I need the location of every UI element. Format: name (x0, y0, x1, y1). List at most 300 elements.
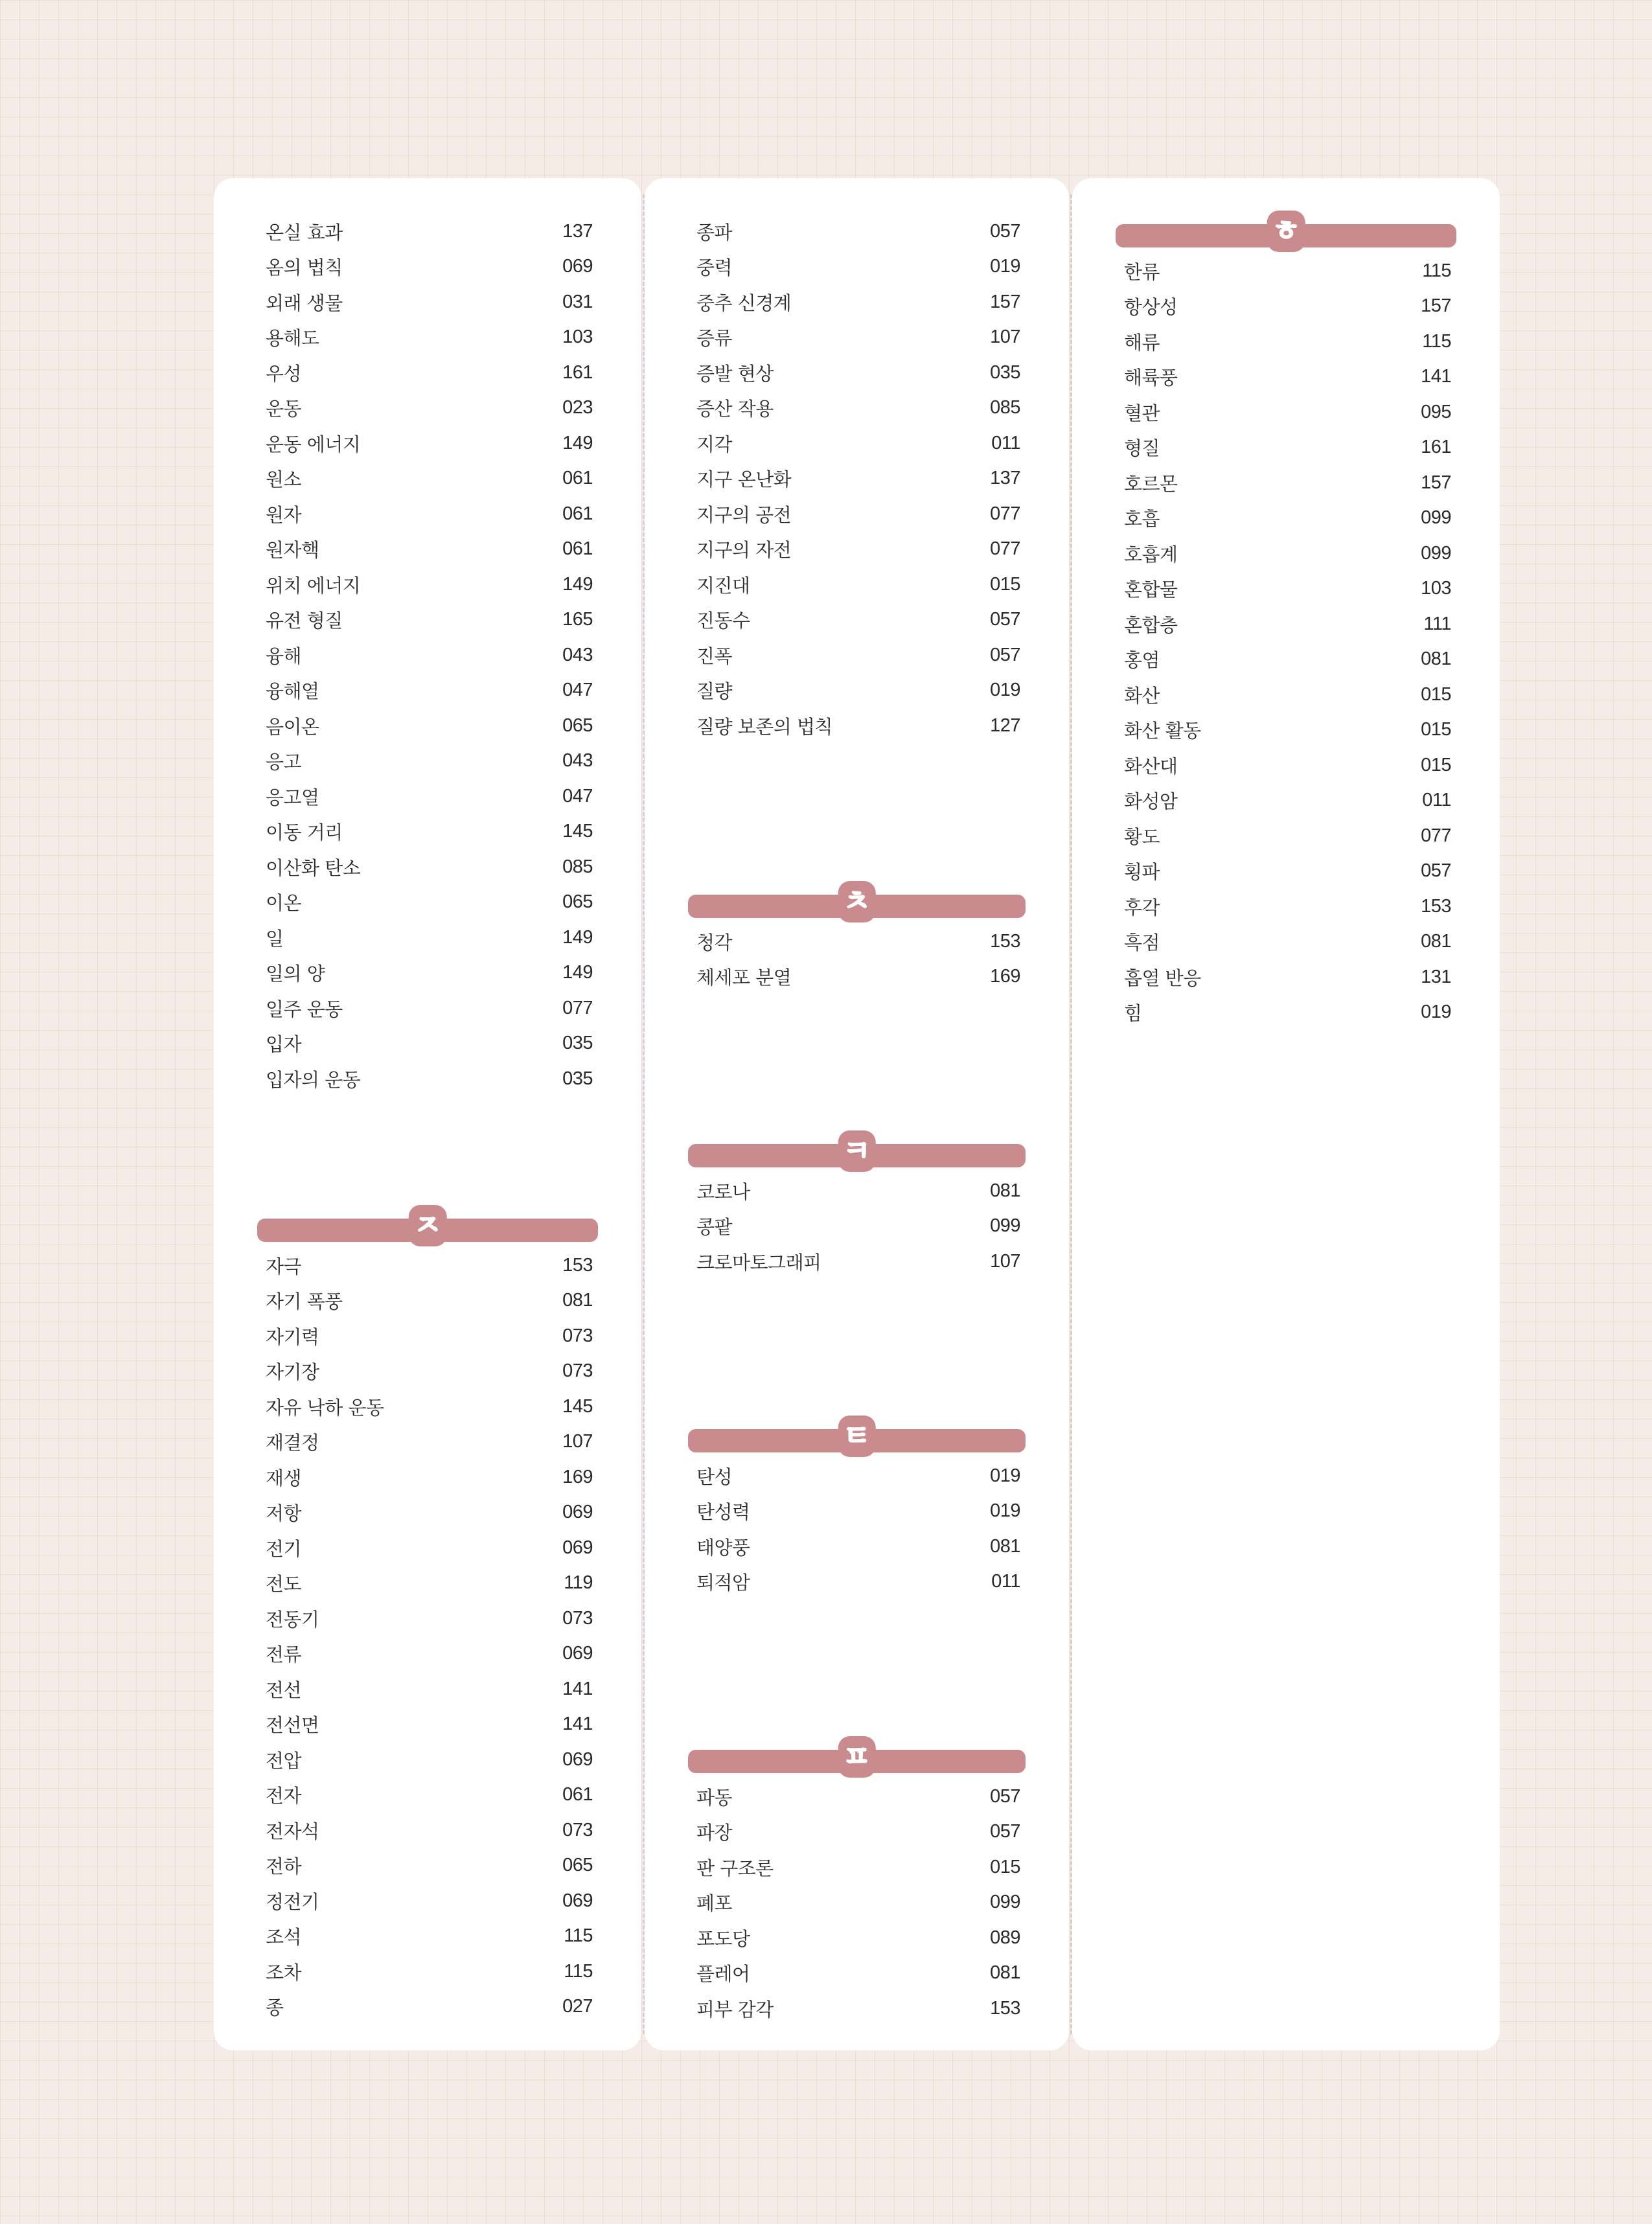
index-entry (683, 249, 1030, 285)
index-page-number: 057 (990, 609, 1020, 630)
index-page-number: 069 (562, 1748, 593, 1770)
index-entry (683, 1991, 1030, 2026)
index-term: 중추 신경계 (696, 292, 792, 314)
index-entry (253, 602, 602, 638)
index-entry (253, 426, 602, 461)
index-term: 홍염 (1124, 649, 1160, 672)
index-entry (683, 1529, 1030, 1565)
index-term: 위치 에너지 (266, 574, 361, 597)
index-term: 폐포 (696, 1892, 733, 1915)
index-entry (253, 1742, 602, 1778)
index-page-number: 107 (990, 327, 1020, 348)
index-entry (253, 708, 602, 744)
index-entry (253, 673, 602, 709)
index-entry-list (1111, 253, 1461, 1030)
index-term: 지구의 자전 (696, 539, 792, 562)
index-term: 일주 운동 (266, 998, 343, 1020)
index-page-number: 019 (990, 1500, 1020, 1522)
index-page-number: 035 (562, 1068, 593, 1089)
index-term: 조차 (266, 1961, 302, 1984)
index-page-number: 103 (562, 327, 593, 348)
index-entry (1111, 677, 1461, 713)
index-page-number: 081 (1421, 931, 1451, 952)
index-page-number: 111 (1423, 613, 1451, 634)
index-entry (253, 284, 602, 320)
index-page-number: 119 (564, 1572, 593, 1594)
index-page-number: 043 (562, 750, 593, 772)
index-page-number: 127 (990, 715, 1020, 736)
section-header-letter: ㅋ (838, 1130, 876, 1172)
index-entry (253, 1883, 602, 1919)
index-entry (683, 1920, 1030, 1956)
index-entry (1111, 253, 1461, 289)
index-entry (683, 1494, 1030, 1530)
index-entry (1111, 324, 1461, 360)
section-header (688, 1130, 1026, 1172)
index-page-number: 027 (562, 1996, 593, 2017)
index-page-number: 069 (562, 1537, 593, 1558)
index-term: 유전 형질 (266, 610, 343, 632)
index-entry (683, 1885, 1030, 1921)
index-term: 저항 (266, 1502, 302, 1525)
index-page-number: 057 (990, 1821, 1020, 1842)
index-page-number: 157 (1421, 295, 1451, 317)
index-term: 옴의 법칙 (266, 257, 343, 279)
index-entry (253, 1460, 602, 1495)
index-page-number: 077 (1421, 825, 1451, 846)
index-term: 질량 (696, 680, 733, 703)
index-entry (253, 956, 602, 991)
index-page-number: 011 (1422, 790, 1451, 811)
index-page-number: 011 (991, 1571, 1020, 1592)
index-term: 전선 (266, 1679, 302, 1701)
index-page-number: 047 (562, 680, 593, 701)
index-page-number: 019 (990, 680, 1020, 701)
index-entry (253, 355, 602, 391)
index-entry (1111, 783, 1461, 819)
index-entry (1111, 854, 1461, 889)
section-header (688, 1736, 1026, 1778)
index-page-number: 137 (990, 468, 1020, 489)
index-term: 종 (266, 1997, 284, 2019)
index-page-number: 069 (562, 1890, 593, 1911)
index-entry (253, 1283, 602, 1319)
index-term: 전압 (266, 1749, 302, 1772)
index-entry (253, 391, 602, 426)
index-term: 해륙풍 (1124, 367, 1178, 389)
index-page-number: 169 (990, 966, 1020, 987)
index-term: 정전기 (266, 1890, 319, 1913)
index-page-number: 145 (562, 821, 593, 842)
index-entry (683, 355, 1030, 391)
index-entry (683, 1458, 1030, 1494)
index-term: 지각 (696, 433, 733, 455)
index-term: 종파 (696, 221, 733, 244)
index-term: 음이온 (266, 715, 319, 738)
index-term: 자기력 (266, 1325, 319, 1348)
index-term: 전선면 (266, 1714, 319, 1737)
index-entry (253, 920, 602, 956)
index-page-number: 107 (990, 1250, 1020, 1272)
index-entry (1111, 818, 1461, 854)
section-header-letter: ㅍ (838, 1736, 876, 1778)
index-page-number: 149 (562, 962, 593, 983)
index-term: 호흡 (1124, 508, 1160, 531)
index-page-number: 081 (990, 1180, 1020, 1201)
index-page-number: 069 (562, 1502, 593, 1523)
index-entry (683, 1244, 1030, 1279)
index-column-3 (1072, 178, 1500, 2050)
index-entry (253, 849, 602, 885)
index-page-number: 073 (562, 1360, 593, 1382)
index-entry (253, 1495, 602, 1531)
index-entry (253, 779, 602, 814)
index-term: 이동 거리 (266, 821, 343, 844)
index-entry (253, 1530, 602, 1566)
index-entry-list (683, 924, 1030, 994)
section-header (257, 1205, 598, 1246)
index-entry (253, 1707, 602, 1743)
index-term: 호르몬 (1124, 472, 1178, 495)
index-entry (1111, 501, 1461, 536)
index-page-number: 153 (562, 1254, 593, 1276)
index-entry (683, 1209, 1030, 1244)
index-entry-list (683, 1779, 1030, 2026)
index-page-number: 149 (562, 573, 593, 595)
index-page-number: 089 (990, 1927, 1020, 1948)
index-term: 태양풍 (696, 1536, 750, 1559)
index-page-number: 035 (562, 1033, 593, 1054)
index-page-number: 073 (562, 1819, 593, 1840)
index-entry (253, 1566, 602, 1601)
index-entry (683, 1956, 1030, 1991)
index-page-number: 019 (990, 256, 1020, 277)
column-divider (1070, 194, 1072, 2034)
index-entry (1111, 889, 1461, 924)
index-page-number: 015 (1421, 719, 1451, 740)
index-entry (683, 708, 1030, 744)
index-entry (253, 1919, 602, 1955)
index-entry (253, 320, 602, 356)
index-term: 청각 (696, 931, 733, 954)
index-term: 융해 (266, 645, 302, 667)
index-entry-list (253, 214, 602, 1097)
index-page-number: 149 (562, 926, 593, 948)
section-header (1116, 211, 1456, 252)
index-page-number: 131 (1421, 966, 1451, 987)
index-page-number: 077 (990, 538, 1020, 560)
index-term: 지진대 (696, 574, 750, 597)
index-term: 전하 (266, 1855, 302, 1878)
index-entry (1111, 713, 1461, 748)
index-page-number: 103 (1421, 578, 1451, 599)
index-entry (1111, 571, 1461, 607)
index-page-number: 141 (562, 1678, 593, 1699)
index-term: 탄성력 (696, 1501, 750, 1524)
index-page-number: 157 (990, 291, 1020, 312)
section-header-letter: ㅊ (838, 881, 876, 923)
index-page-number: 115 (1422, 330, 1451, 352)
index-term: 원자 (266, 503, 302, 526)
index-page-number: 065 (562, 715, 593, 736)
index-entry (253, 1248, 602, 1283)
index-term: 혼합층 (1124, 613, 1178, 636)
index-term: 전동기 (266, 1608, 319, 1631)
index-page-number: 081 (990, 1535, 1020, 1557)
index-term: 호흡계 (1124, 543, 1178, 566)
index-page-number: 077 (562, 997, 593, 1018)
index-entry-list (683, 1173, 1030, 1279)
index-term: 혈관 (1124, 402, 1160, 424)
index-page-number: 015 (1421, 754, 1451, 775)
index-entry (683, 284, 1030, 320)
index-entry (683, 1815, 1030, 1850)
index-page-number: 137 (562, 220, 593, 242)
index-entry-list (253, 1248, 602, 2024)
index-entry (683, 532, 1030, 567)
index-page-number: 061 (562, 1784, 593, 1806)
index-entry (253, 1636, 602, 1672)
section-header-letter: ㅈ (409, 1205, 447, 1246)
index-term: 항상성 (1124, 296, 1178, 319)
index-term: 진동수 (696, 610, 750, 632)
index-entry (253, 496, 602, 532)
index-term: 힘 (1124, 1002, 1142, 1025)
index-page-number: 141 (1421, 366, 1451, 387)
index-term: 입자의 운동 (266, 1068, 361, 1091)
index-entry (253, 1026, 602, 1062)
index-page-number: 169 (562, 1466, 593, 1487)
index-entry (683, 496, 1030, 532)
index-entry (683, 1779, 1030, 1815)
index-term: 플레어 (696, 1963, 750, 1986)
index-page-number: 149 (562, 432, 593, 453)
index-page-number: 069 (562, 256, 593, 277)
index-term: 포도당 (696, 1927, 750, 1950)
index-entry (1111, 536, 1461, 571)
index-entry (683, 924, 1030, 959)
index-entry (683, 426, 1030, 461)
index-page-number: 161 (562, 361, 593, 383)
index-page-number: 023 (562, 397, 593, 418)
index-entry (253, 1848, 602, 1884)
index-term: 전자 (266, 1785, 302, 1807)
index-term: 체세포 분열 (696, 967, 792, 989)
index-entry (1111, 959, 1461, 995)
index-entry (683, 567, 1030, 602)
index-term: 판 구조론 (696, 1857, 774, 1879)
index-entry (253, 249, 602, 285)
index-term: 입자 (266, 1033, 302, 1056)
index-term: 재결정 (266, 1432, 319, 1454)
index-page-number: 099 (990, 1215, 1020, 1237)
index-entry (683, 461, 1030, 497)
index-entry (1111, 606, 1461, 642)
index-term: 증산 작용 (696, 398, 774, 420)
index-term: 화산 (1124, 684, 1160, 707)
index-page-number: 157 (1421, 472, 1451, 493)
index-term: 화성암 (1124, 790, 1178, 813)
index-entry (683, 637, 1030, 673)
index-entry (253, 885, 602, 921)
index-entry (683, 214, 1030, 249)
index-term: 용해도 (266, 327, 319, 350)
index-term: 지구의 공전 (696, 503, 792, 526)
column-divider (643, 194, 645, 2034)
index-column-2 (645, 178, 1069, 2050)
index-entry (253, 214, 602, 249)
index-page-number: 057 (990, 220, 1020, 242)
index-term: 자극 (266, 1255, 302, 1278)
index-page-number: 099 (990, 1892, 1020, 1913)
index-term: 크로마토그래피 (696, 1251, 821, 1274)
index-page-number: 081 (562, 1290, 593, 1311)
index-page-number: 115 (564, 1960, 593, 1982)
index-term: 파동 (696, 1786, 733, 1809)
index-term: 조석 (266, 1926, 302, 1949)
index-entry (253, 1813, 602, 1848)
index-term: 해류 (1124, 331, 1160, 354)
index-page-number: 015 (990, 1856, 1020, 1877)
index-term: 융해열 (266, 680, 319, 703)
index-entry (1111, 289, 1461, 325)
index-entry (253, 1318, 602, 1354)
index-term: 전류 (266, 1644, 302, 1666)
index-term: 일의 양 (266, 963, 325, 985)
index-page-number: 035 (990, 361, 1020, 383)
index-entry (253, 1425, 602, 1460)
index-term: 퇴적암 (696, 1572, 750, 1594)
index-page-number: 019 (1421, 1002, 1451, 1023)
index-page-number: 153 (990, 930, 1020, 952)
index-entry (683, 673, 1030, 709)
index-term: 증발 현상 (696, 362, 774, 385)
index-term: 전자석 (266, 1820, 319, 1842)
index-term: 황도 (1124, 825, 1160, 848)
index-entry (253, 1061, 602, 1097)
index-page-number: 099 (1421, 507, 1451, 529)
index-entry (1111, 395, 1461, 430)
index-entry (683, 1565, 1030, 1600)
index-page-number: 065 (562, 891, 593, 913)
index-page-number: 077 (990, 503, 1020, 524)
index-term: 운동 에너지 (266, 433, 361, 455)
index-term: 피부 감각 (696, 1998, 774, 2021)
index-term: 운동 (266, 398, 302, 420)
index-page-number: 081 (1421, 648, 1451, 670)
index-page-number: 081 (990, 1962, 1020, 1984)
index-entry (683, 959, 1030, 995)
index-term: 온실 효과 (266, 221, 343, 244)
index-page-number: 047 (562, 785, 593, 807)
index-term: 화산 활동 (1124, 720, 1201, 742)
index-term: 외래 생물 (266, 292, 343, 314)
index-entry (253, 814, 602, 850)
index-entry (253, 1354, 602, 1390)
index-page-number: 043 (562, 644, 593, 665)
index-term: 혼합물 (1124, 579, 1178, 601)
index-entry (253, 461, 602, 497)
index-page-number: 085 (990, 397, 1020, 418)
section-header-letter: ㅎ (1267, 211, 1305, 252)
index-term: 중력 (696, 257, 733, 279)
index-term: 코로나 (696, 1180, 750, 1203)
index-entry (253, 1671, 602, 1707)
index-term: 전도 (266, 1573, 302, 1596)
index-entry (683, 391, 1030, 426)
index-page-number: 085 (562, 856, 593, 877)
index-term: 이산화 탄소 (266, 856, 361, 879)
index-entry-list (683, 1458, 1030, 1599)
index-term: 재생 (266, 1467, 302, 1489)
index-term: 지구 온난화 (696, 468, 792, 491)
index-entry (253, 1954, 602, 1989)
index-term: 자유 낙하 운동 (266, 1396, 384, 1419)
section-header (688, 1416, 1026, 1457)
index-page-number: 057 (990, 1785, 1020, 1807)
index-page-number: 145 (562, 1395, 593, 1417)
index-page-number: 095 (1421, 401, 1451, 422)
index-page-number: 099 (1421, 542, 1451, 564)
index-entry (1111, 360, 1461, 395)
index-term: 형질 (1124, 437, 1160, 460)
index-term: 원소 (266, 468, 302, 491)
index-entry (683, 602, 1030, 638)
index-page-number: 011 (991, 432, 1020, 453)
index-term: 이온 (266, 892, 302, 915)
index-entry (253, 567, 602, 602)
index-page-number: 153 (1421, 895, 1451, 917)
section-header (688, 881, 1026, 923)
index-page-number: 141 (562, 1714, 593, 1735)
index-page-number: 015 (990, 573, 1020, 595)
index-page-number: 057 (1421, 860, 1451, 882)
index-term: 콩팥 (696, 1216, 733, 1239)
index-term: 파장 (696, 1822, 733, 1844)
index-entry (253, 532, 602, 567)
index-term: 횡파 (1124, 861, 1160, 884)
index-page-number: 115 (1422, 260, 1451, 281)
index-term: 한류 (1124, 260, 1160, 283)
index-term: 후각 (1124, 896, 1160, 919)
index-entry (253, 1601, 602, 1636)
index-page-number: 015 (1421, 683, 1451, 705)
index-term: 자기장 (266, 1361, 319, 1384)
index-entry (1111, 748, 1461, 783)
index-entry (1111, 465, 1461, 501)
index-page-number: 161 (1421, 437, 1451, 458)
index-page-number: 107 (562, 1431, 593, 1452)
index-entry (253, 991, 602, 1026)
index-entry (1111, 430, 1461, 466)
index-term: 우성 (266, 362, 302, 385)
index-page-number: 065 (562, 1855, 593, 1876)
index-page-number: 057 (990, 644, 1020, 665)
index-entry (683, 320, 1030, 356)
index-entry (683, 1173, 1030, 1209)
index-term: 흑점 (1124, 932, 1160, 954)
index-term: 증류 (696, 327, 733, 350)
index-page-number: 073 (562, 1325, 593, 1346)
section-header-letter: ㅌ (838, 1416, 876, 1457)
index-page-number: 115 (564, 1925, 593, 1947)
index-term: 화산대 (1124, 755, 1178, 777)
index-page-number: 031 (562, 291, 593, 312)
index-entry (253, 1778, 602, 1813)
index-entry (253, 637, 602, 673)
index-page-number: 073 (562, 1607, 593, 1629)
index-page-number: 165 (562, 609, 593, 630)
